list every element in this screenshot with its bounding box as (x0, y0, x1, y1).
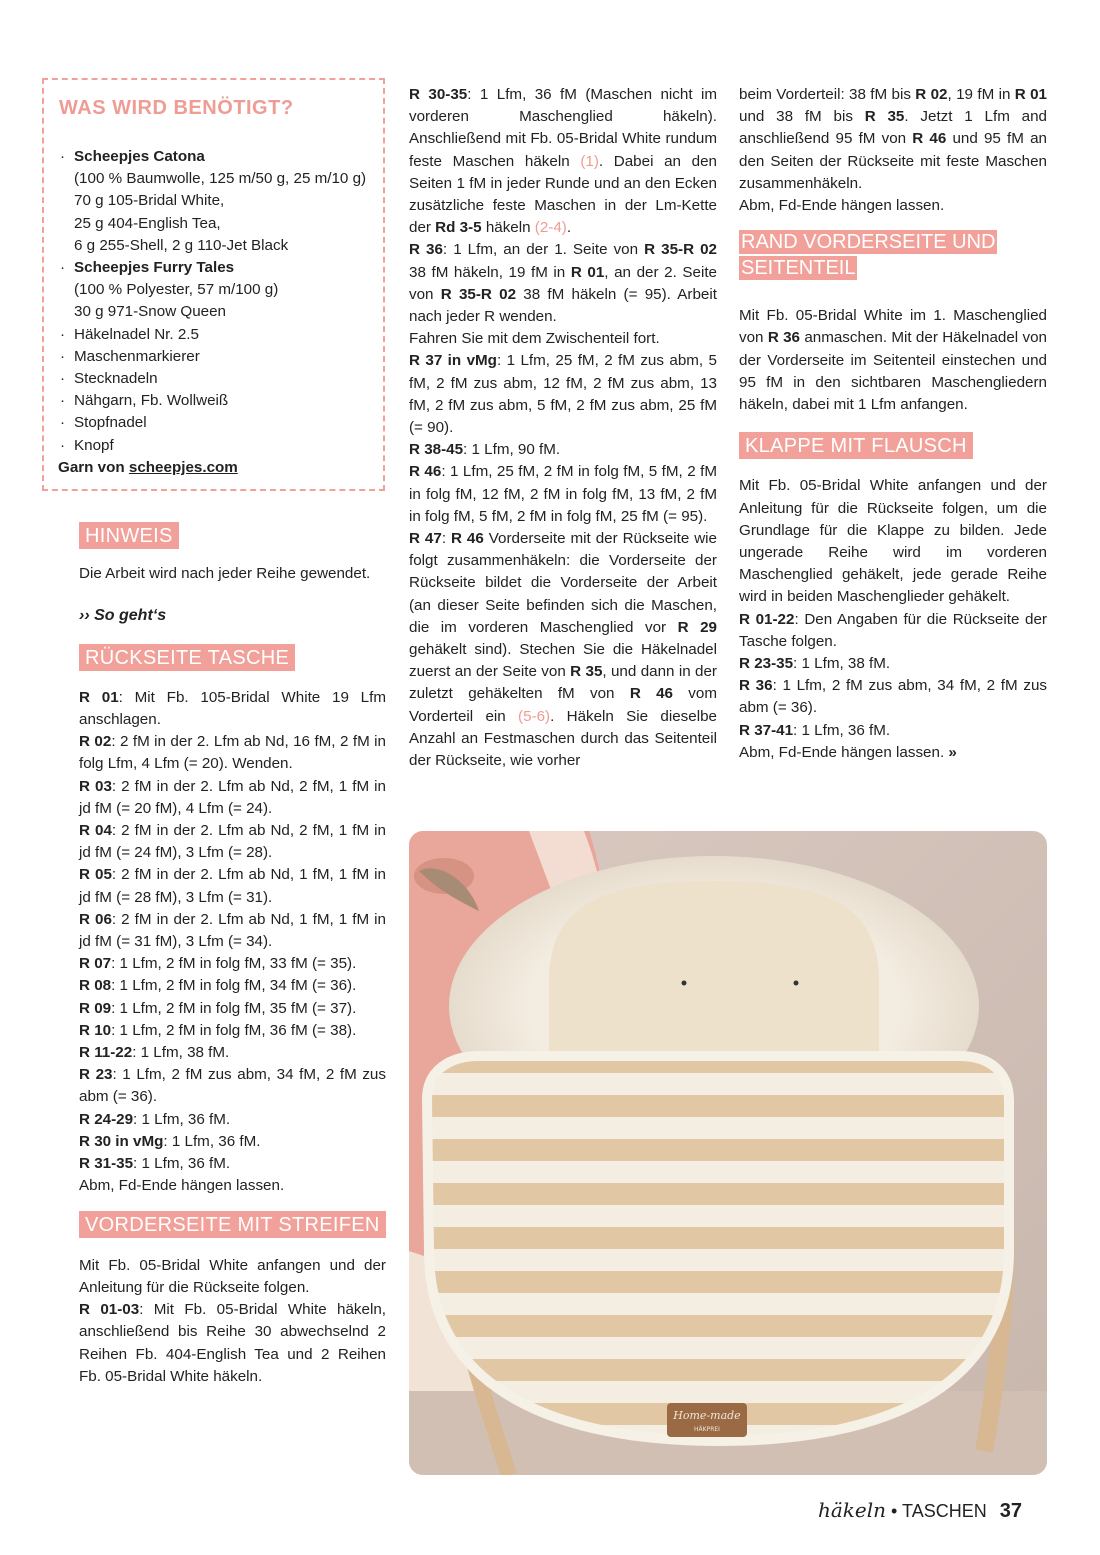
front-instructions: Mit Fb. 05-Bridal White anfangen und der Anleitung für die Rückseite folgen. R 01-03: Mit Fb. 05-Bridal White häkeln, anschließend bis Reihe 30 abwechselnd 2 Reihen Fb. 404-English Tea und 2 Reihen Fb. 05-Bridal White häkeln. (79, 1256, 386, 1385)
list-item: · Maschenmarkierer (58, 346, 378, 368)
materials-list (58, 146, 378, 479)
list-item-detail: 30 g 971-Snow Queen (74, 303, 226, 321)
so-gehts: ›› So geht‘s (79, 607, 167, 625)
footer-separator: • (891, 1501, 898, 1521)
list-item: · Nähgarn, Fb. Wollweiß (58, 390, 378, 412)
materials-box (42, 78, 385, 491)
list-item-detail: (100 % Baumwolle, 125 m/50 g, 25 m/10 g) (74, 170, 367, 188)
list-item: · Scheepjes Furry Tales (58, 257, 378, 279)
hint-text: Die Arbeit wird nach jeder Reihe gewendet. (79, 565, 371, 583)
list-item-detail: 25 g 404-English Tea, (74, 214, 221, 232)
list-item: · Scheepjes Catona (58, 146, 378, 168)
middle-column: R 30-35: 1 Lfm, 36 fM (Maschen nicht im vorderen Maschenglied häkeln). Anschließend mit Fb. 05-Bridal White rundum feste Maschen häkeln (1). Dabei an den Seiten 1 fM in jeder Runde und an den Ecken zusätzliche feste Maschen in der Lm-Kette der Rd 3-5 häkeln (2-4). R 36: 1 Lfm, an der 1. Seite von R 35-R 02 38 fM häkeln, 19 fM in R 01, an der 2. Seite von R 35-R 02 38 fM häkeln (= 95). Arbeit nach jeder R wenden. Fahren Sie mit dem Zwischenteil fort. R 37 in vMg: 1 Lfm, 25 fM, 2 fM zus abm, 5 fM, 2 fM zus abm, 12 fM, 2 fM zus abm, 13 fM, 2 fM zus abm, 5 fM, 2 fM zus abm, 25 fM (= 90). R 38-45: 1 Lfm, 90 fM. R 46: 1 Lfm, 25 fM, 2 fM in folg fM, 5 fM, 2 fM in folg fM, 12 fM, 2 fM in folg fM, 13 fM, 2 fM in folg fM, 5 fM, 2 fM in folg fM, 25 fM (= 95). R 47: R 46 Vorderseite mit der Rückseite wie folgt zusammenhäkeln: die Vorderseite der Rückseite bildet die Vorderseite der Arbeit (an dieser Seite befinden sich die Maschen, die im vorderen Maschenglied vor R 29 gehäkelt sind). Stechen Sie die Häkelnadel zuerst an der Seite von R 35, und dann in der zuletzt gehäkelten fM von R 46 vom Vorderteil ein (5-6). Häkeln Sie dieselbe Anzahl an Festmaschen durch das Seitenteil der Rückseite, wie vorher (409, 86, 718, 770)
bag-label-line1: Home-made (673, 1409, 741, 1422)
materials-title: WAS WIRD BENÖTIGT? (59, 97, 294, 119)
bag-label-line2: HÄKPREI (694, 1426, 720, 1433)
list-item: · Knopf (58, 435, 378, 457)
back-heading: RÜCKSEITE TASCHE (79, 644, 295, 671)
list-item: · Häkelnadel Nr. 2.5 (58, 324, 378, 346)
rand-heading: RAND VORDERSEITE UND SEITENTEIL (741, 231, 996, 280)
list-item-detail: 70 g 105-Bridal White, (74, 192, 225, 210)
page-footer (818, 1498, 1022, 1523)
page-number: 37 (999, 1500, 1022, 1522)
left-column (79, 522, 386, 1388)
list-item: · Stecknadeln (58, 368, 378, 390)
right-column: beim Vorderteil: 38 fM bis R 02, 19 fM in R 01 und 38 fM bis R 35. Jetzt 1 Lfm and anschließend 95 fM von R 46 und 95 fM an den Seiten der Rückseite mit feste Maschen zusammenhäkeln. Abm, Fd-Ende hängen lassen. RAND VORDERSEITE UND SEITENTEIL Mit Fb. 05-Bridal White im 1. Maschenglied von R 36 anmaschen. Mit der Häkelnadel von der Vorderseite im Seitenteil einstechen und 95 fM in den sichtbaren Maschengliedern häkeln, dabei mit 1 Lfm anfangen. KLAPPE MIT FLAUSCH Mit Fb. 05-Bridal White anfangen und der Anleitung für die Rückseite folgen, um die Grundlage für die Klappe zu bilden. Jede ungerade Reihe wird im vorderen Maschenglied gehäkelt, jede gerade Reihe wird in beiden Maschenglieder gehäkelt. R 01-22: Den Angaben für die Rückseite der Tasche folgen. R 23-35: 1 Lfm, 38 fM. R 36: 1 Lfm, 2 fM zus abm, 34 fM, 2 fM zus abm (= 36). R 37-41: 1 Lfm, 36 fM. Abm, Fd-Ende hängen lassen. » (739, 86, 1047, 761)
list-item: · Stopfnadel (58, 412, 378, 434)
list-item-detail: (100 % Polyester, 57 m/100 g) (74, 281, 279, 299)
yarn-link[interactable]: scheepjes.com (128, 458, 238, 476)
hint-heading: HINWEIS (79, 522, 179, 549)
front-heading: VORDERSEITE MIT STREIFEN (79, 1211, 386, 1238)
klappe-heading: KLAPPE MIT FLAUSCH (739, 432, 973, 459)
yarn-source: Garn von scheepjes.com (58, 458, 238, 476)
bag-photo (409, 831, 1047, 1475)
footer-script: häkeln (817, 1498, 887, 1522)
list-item-detail: 6 g 255-Shell, 2 g 110-Jet Black (74, 236, 289, 254)
footer-section: TASCHEN (902, 1501, 987, 1521)
back-instructions: R 01: Mit Fb. 105-Bridal White 19 Lfm anschlagen. R 02: 2 fM in der 2. Lfm ab Nd, 16 fM, 2 fM in folg Lfm, 4 Lfm (= 20). Wenden. R 03: 2 fM in der 2. Lfm ab Nd, 2 fM, 1 fM in jd fM (= 20 fM), 4 Lfm (= 24). R 04: 2 fM in der 2. Lfm ab Nd, 2 fM, 1 fM in jd fM (= 24 fM), 3 Lfm (= 28). R 05: 2 fM in der 2. Lfm ab Nd, 1 fM, 1 fM in jd fM (= 28 fM), 3 Lfm (= 31). R 06: 2 fM in der 2. Lfm ab Nd, 1 fM, 1 fM in jd fM (= 31 fM), 3 Lfm (= 34). R 07: 1 Lfm, 2 fM in folg fM, 33 fM (= 35). R 08: 1 Lfm, 2 fM in folg fM, 34 fM (= 36). R 09: 1 Lfm, 2 fM in folg fM, 35 fM (= 37). R 10: 1 Lfm, 2 fM in folg fM, 36 fM (= 38). R 11-22: 1 Lfm, 38 fM. R 23: 1 Lfm, 2 fM zus abm, 34 fM, 2 fM zus abm (= 36). R 24-29: 1 Lfm, 36 fM. R 30 in vMg: 1 Lfm, 36 fM. R 31-35: 1 Lfm, 36 fM. Abm, Fd-Ende hängen lassen. (79, 688, 387, 1195)
